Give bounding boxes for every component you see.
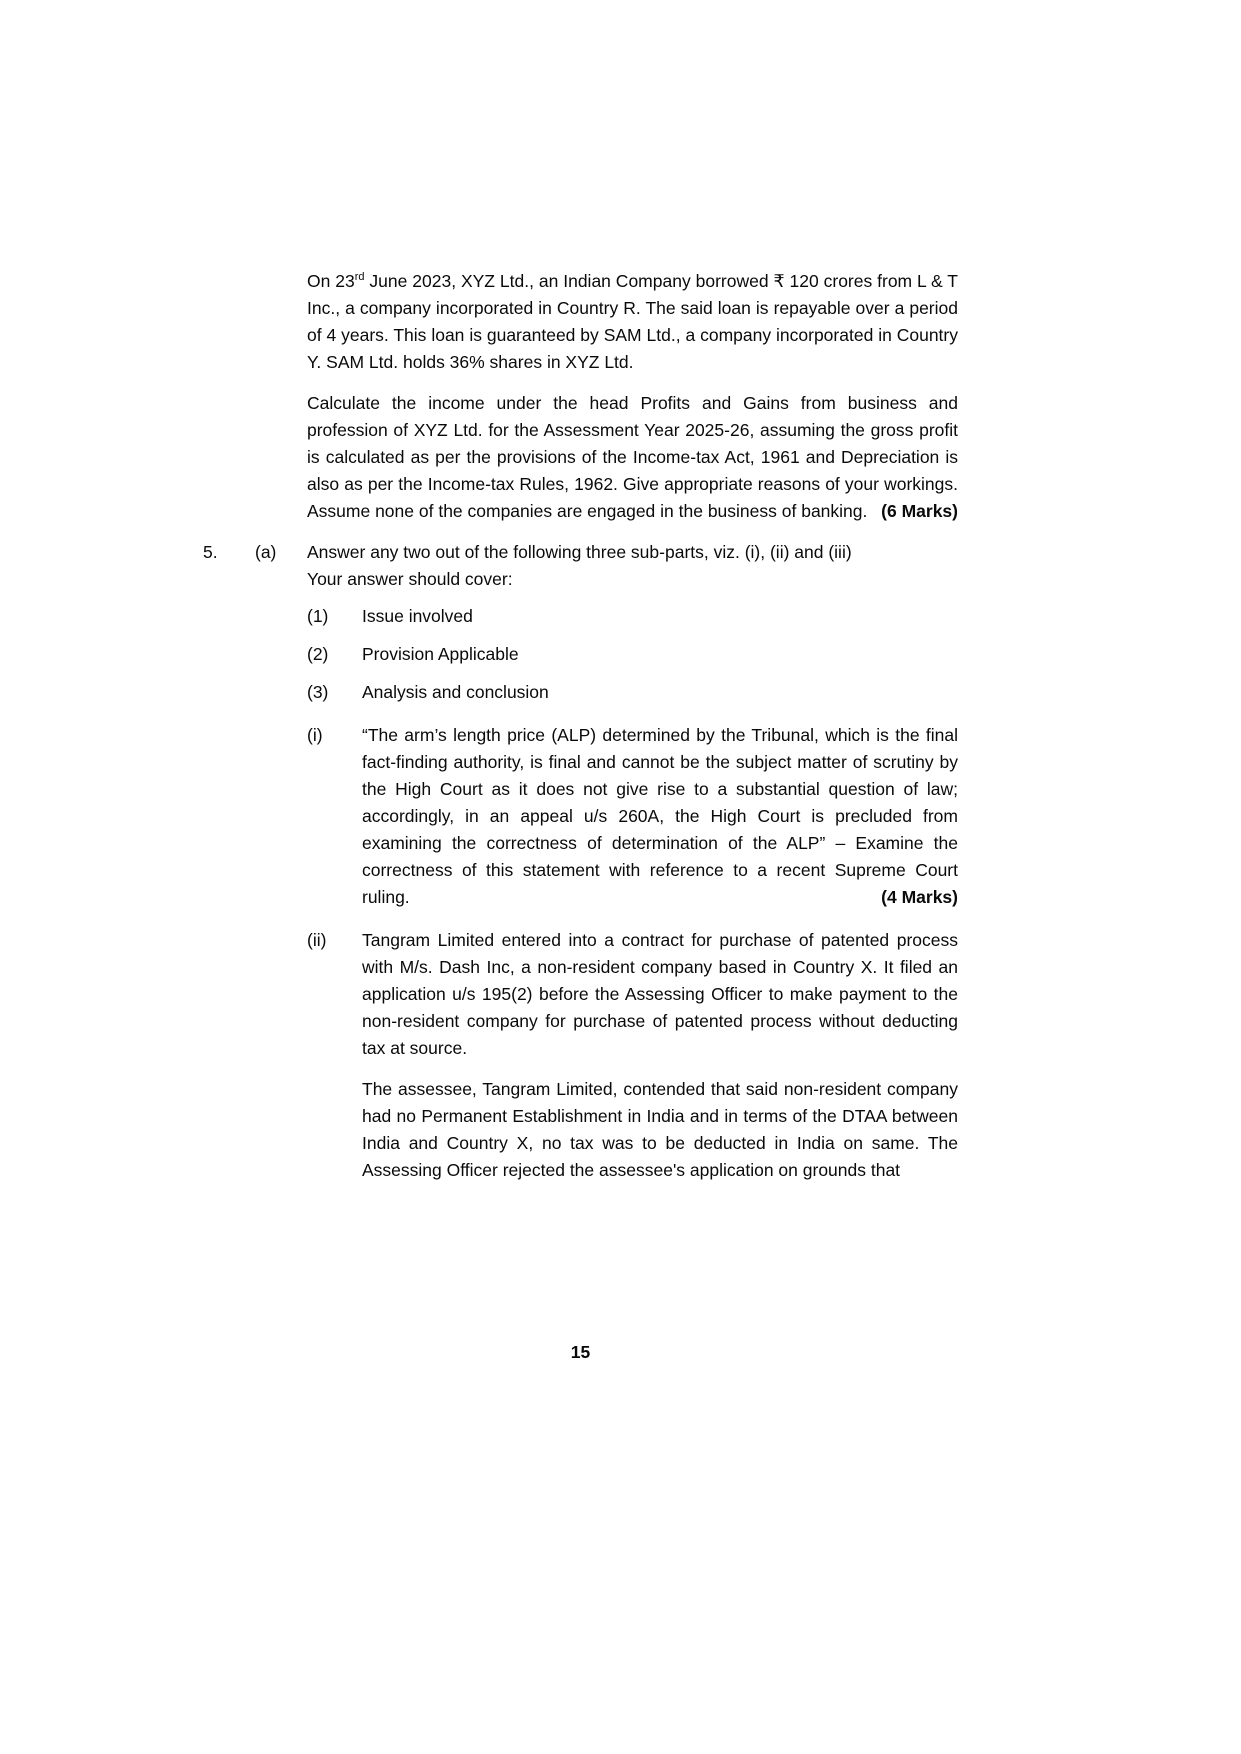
cover-item-3 <box>307 679 958 706</box>
subpart-i <box>307 722 958 911</box>
paragraph-calculate-income <box>307 390 958 525</box>
cover-item-1-label: (1) <box>307 606 329 626</box>
cover-item-2-label: (2) <box>307 644 329 664</box>
question-intro-line-2: Your answer should cover: <box>307 569 513 589</box>
subpart-i-text: “The arm’s length price (ALP) determined by the Tribunal, which is the final fact-finding authority, is final and cannot be the subject matter of scrutiny by the High Court as it does not give rise to a substantial question of law; accordingly, in an appeal u/s 260A, the High Court is precluded from examining the correctness of determination of the ALP” – Examine the correctness of this statement with reference to a recent Supreme Court ruling. <box>362 725 958 907</box>
cover-item-1 <box>307 603 958 630</box>
subpart-ii-paragraph-1: Tangram Limited entered into a contract for purchase of patented process with M/s. Dash Inc, a non-resident company based in Country X. It filed an application u/s 195(2) before the Assessing Officer to make payment to the non-resident company for purchase of patented process without deducting tax at source. <box>362 930 958 1058</box>
paragraph-loan-facts <box>307 268 958 376</box>
subpart-ii-body <box>362 927 958 1184</box>
question-5a-body <box>307 539 958 1195</box>
cover-item-2 <box>307 641 958 668</box>
page-number: 15 <box>570 1342 591 1362</box>
question-4-continuation <box>307 268 958 525</box>
cover-item-3-text: Analysis and conclusion <box>362 682 549 702</box>
question-intro-line-1: Answer any two out of the following three sub-parts, viz. (i), (ii) and (iii) <box>307 542 852 562</box>
subpart-ii-label: (ii) <box>307 930 327 950</box>
spacer <box>307 593 958 603</box>
subpart-ii <box>307 927 958 1184</box>
subpart-i-body <box>362 722 958 911</box>
marks-badge-4: (4 Marks) <box>871 884 958 911</box>
ordinal-superscript: rd <box>354 271 365 284</box>
page-content <box>203 268 958 1205</box>
cover-item-2-text: Provision Applicable <box>362 644 519 664</box>
subpart-i-label: (i) <box>307 725 323 745</box>
question-part-label: (a) <box>255 542 277 562</box>
marks-badge-6: (6 Marks) <box>871 498 958 525</box>
loan-facts-post: June 2023, XYZ Ltd., an Indian Company borrowed ₹ 120 crores from L & T Inc., a company incorporated in Country R. The said loan is repayable over a period of 4 years. This loan is guaranteed by SAM Ltd., a company incorporated in Country Y. SAM Ltd. holds 36% shares in XYZ Ltd. <box>307 271 958 372</box>
question-5a-row <box>203 539 958 1195</box>
calculate-income-text: Calculate the income under the head Profits and Gains from business and profession of XYZ Ltd. for the Assessment Year 2025-26, assuming the gross profit is calculated as per the provisions of the Income-tax Act, 1961 and Depreciation is also as per the Income-tax Rules, 1962. Give appropriate reasons of your workings. Assume none of the companies are engaged in the business of banking. <box>307 393 958 521</box>
subpart-ii-paragraph-2: The assessee, Tangram Limited, contended that said non-resident company had no Permanent Establishment in India and in terms of the DTAA between India and Country X, no tax was to be deducted in India on same. The Assessing Officer rejected the assessee's application on grounds that <box>362 1079 958 1180</box>
loan-facts-pre: On 23 <box>307 271 355 291</box>
question-number: 5. <box>203 542 218 562</box>
cover-item-1-text: Issue involved <box>362 606 473 626</box>
subpart-i-paragraph <box>362 722 958 911</box>
cover-item-3-label: (3) <box>307 682 329 702</box>
